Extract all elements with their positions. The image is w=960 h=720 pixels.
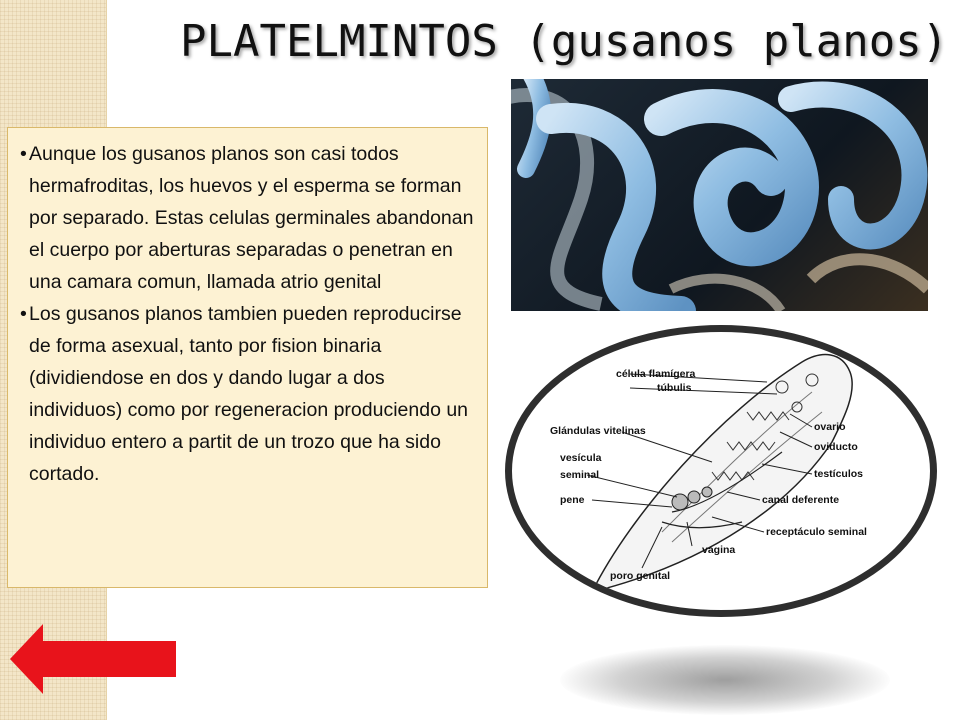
bullet-symbol: • bbox=[20, 303, 27, 325]
bullet-sexual-reproduction bbox=[20, 138, 479, 298]
bullet-symbol: • bbox=[20, 143, 27, 165]
bullet-text: Los gusanos planos tambien pueden reproducirse de forma asexual, tanto por fision binaria (dividiendose en dos y dando lugar a dos individuos) como por regeneracion produciendo un individuo entero a partit de un trozo que ha sido cortado. bbox=[29, 303, 469, 485]
diagram-shadow bbox=[560, 645, 890, 715]
back-button[interactable] bbox=[8, 624, 178, 694]
label-poro-genital: poro genital bbox=[610, 570, 671, 582]
slide-title: PLATELMINTOS (gusanos planos) bbox=[180, 16, 949, 67]
label-vesicula: vesícula bbox=[560, 452, 602, 464]
label-vagina: vagina bbox=[702, 544, 736, 556]
text-box bbox=[7, 127, 488, 588]
label-celula-flamigera: célula flamígera bbox=[616, 368, 696, 380]
bullet-text: Aunque los gusanos planos son casi todos hermafroditas, los huevos y el esperma se forman por separado. Estas celulas germinales abandonan el cuerpo por aberturas separadas o penetran en una camara comun, llamada atrio genital bbox=[29, 143, 474, 293]
flatworm-anatomy-diagram bbox=[505, 325, 937, 617]
label-seminal: seminal bbox=[560, 469, 600, 481]
left-arrow-icon bbox=[8, 624, 178, 694]
label-receptaculo-seminal: receptáculo seminal bbox=[766, 526, 867, 538]
label-canal-deferente: canal deferente bbox=[762, 494, 840, 506]
label-pene: pene bbox=[560, 494, 585, 506]
label-oviducto: oviducto bbox=[814, 441, 858, 453]
label-testiculos: testículos bbox=[814, 468, 864, 480]
label-ovario: ovario bbox=[814, 421, 846, 433]
bullet-asexual-reproduction bbox=[20, 298, 479, 490]
label-tubulis: túbulis bbox=[657, 382, 692, 394]
label-glandulas-vitelinas: Glándulas vitelinas bbox=[550, 425, 646, 437]
flatworm-photo-drawing bbox=[511, 79, 928, 311]
flatworm-photo bbox=[511, 79, 928, 311]
